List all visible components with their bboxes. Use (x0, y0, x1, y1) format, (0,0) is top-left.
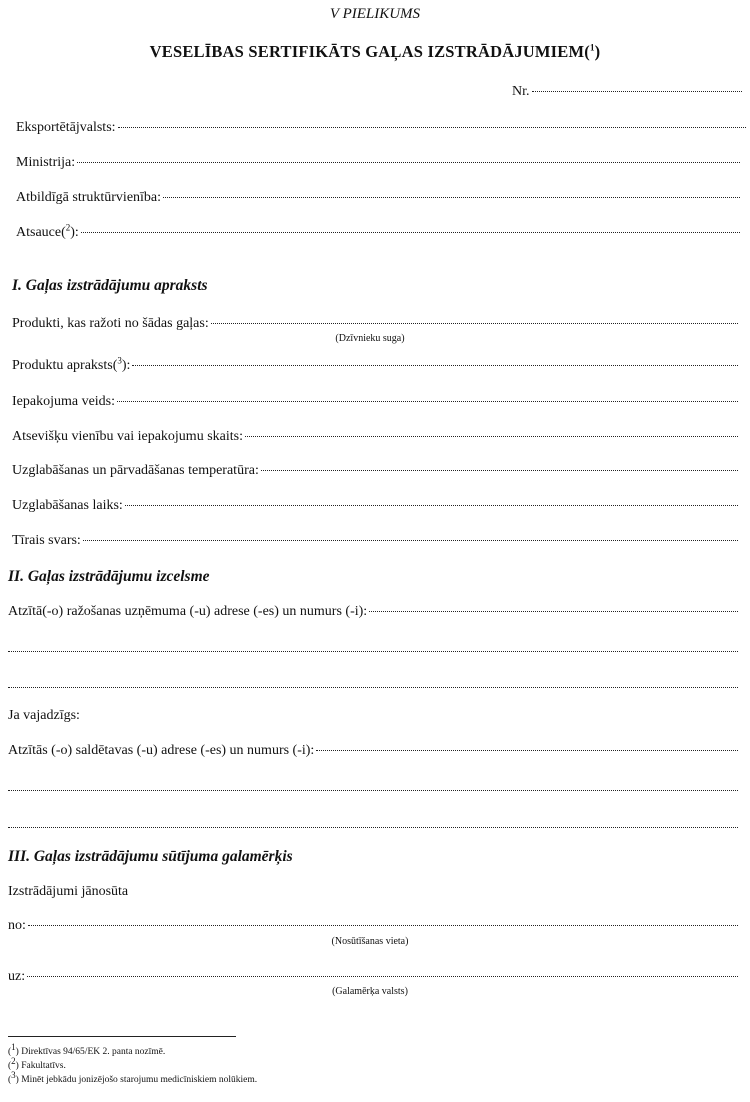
department-label: Atbildīgā struktūrvienība: (16, 190, 162, 205)
products-label: Produkti, kas ražoti no šādas gaļas: (12, 316, 209, 331)
reference-note: ($^2$): (61, 222, 79, 240)
number-dots (532, 90, 743, 92)
from-field[interactable] (8, 918, 738, 934)
document-title-text: VESELĪBAS SERTIFIKĀTS GAĻAS IZSTRĀDĀJUMIEM (149, 42, 585, 61)
packaging-label: Iepakojuma veids: (12, 394, 116, 409)
cold-store-line-3[interactable] (8, 826, 738, 828)
department-dots (163, 196, 740, 198)
footnote-2: ($^2$) Fakultatīvs. (8, 1056, 66, 1072)
net-weight-dots (83, 539, 738, 541)
cold-store-line-2[interactable] (8, 789, 738, 791)
ministry-field[interactable] (16, 155, 740, 171)
footnote-1: ($^1$) Direktīvas 94/65/EK 2. panta nozīmē. (8, 1042, 166, 1058)
establishment-line-2[interactable] (8, 650, 738, 652)
establishment-label: Atzītā(-o) ražošanas uzņēmuma (-u) adrese (-es) un numurs (-i): (8, 604, 368, 619)
net-weight-label: Tīrais svars: (12, 533, 81, 548)
net-weight-field[interactable] (12, 533, 738, 549)
cold-store-dots (316, 749, 738, 751)
to-dots (27, 975, 738, 977)
cold-store-field[interactable] (8, 743, 738, 759)
storage-time-label: Uzglabāšanas laiks: (12, 498, 123, 513)
establishment-line-3[interactable] (8, 686, 738, 688)
species-caption: (Dzīvnieku suga) (335, 333, 405, 344)
reference-field[interactable] (16, 222, 740, 241)
ministry-label: Ministrija: (16, 155, 76, 170)
from-caption: (Nosūtīšanas vieta) (331, 936, 409, 947)
section2-heading: II. Gaļas izstrādājumu izcelsme (8, 568, 210, 585)
title-footnote-ref: 1 (589, 42, 595, 53)
section3-heading: III. Gaļas izstrādājumu sūtījuma galamērķis (8, 848, 293, 865)
document-title: VESELĪBAS SERTIFIKĀTS GAĻAS IZSTRĀDĀJUMIEM($^1$) (149, 42, 601, 61)
establishment-field[interactable] (8, 604, 738, 620)
to-field[interactable] (8, 969, 738, 985)
temperature-dots (261, 469, 738, 471)
annex-label: V PIELIKUMS (329, 6, 421, 22)
temperature-field[interactable] (12, 463, 738, 479)
from-label: no: (8, 918, 26, 933)
department-field[interactable] (16, 190, 740, 206)
number-field[interactable] (512, 84, 742, 100)
description-note: ($^3$): (112, 355, 131, 373)
establishment-dots (369, 610, 738, 612)
to-caption: (Galamērķa valsts) (332, 986, 408, 997)
country-field[interactable] (16, 120, 746, 136)
units-label: Atsevišķu vienību vai iepakojumu skaits: (12, 429, 243, 444)
to-label: uz: (8, 969, 26, 984)
reference-label: Atsauce (16, 225, 62, 240)
from-dots (28, 924, 738, 926)
packaging-field[interactable] (12, 394, 738, 410)
to-be-sent-label: Izstrādājumi jānosūta (8, 884, 129, 899)
description-dots (132, 364, 738, 366)
description-field[interactable] (12, 355, 738, 374)
units-field[interactable] (12, 429, 738, 445)
products-field[interactable] (12, 316, 738, 332)
units-dots (245, 435, 738, 437)
products-dots (211, 322, 738, 324)
country-label: Eksportētājvalsts: (16, 120, 116, 135)
packaging-dots (117, 400, 738, 402)
section1-heading: I. Gaļas izstrādājumu apraksts (12, 277, 208, 294)
footnote-3: ($^3$) Minēt jebkādu jonizējošo starojumu medicīniskiem nolūkiem. (8, 1070, 258, 1086)
number-label: Nr. (512, 84, 530, 99)
storage-time-dots (125, 504, 738, 506)
temperature-label: Uzglabāšanas un pārvadāšanas temperatūra: (12, 463, 259, 478)
ministry-dots (77, 161, 740, 163)
cold-store-label: Atzītās (-o) saldētavas (-u) adrese (-es) un numurs (-i): (8, 743, 315, 758)
reference-dots (81, 231, 740, 233)
if-needed-label: Ja vajadzīgs: (8, 708, 80, 723)
footnote-divider (8, 1036, 236, 1037)
description-label: Produktu apraksts (12, 358, 113, 373)
country-dots (118, 126, 746, 128)
storage-time-field[interactable] (12, 498, 738, 514)
